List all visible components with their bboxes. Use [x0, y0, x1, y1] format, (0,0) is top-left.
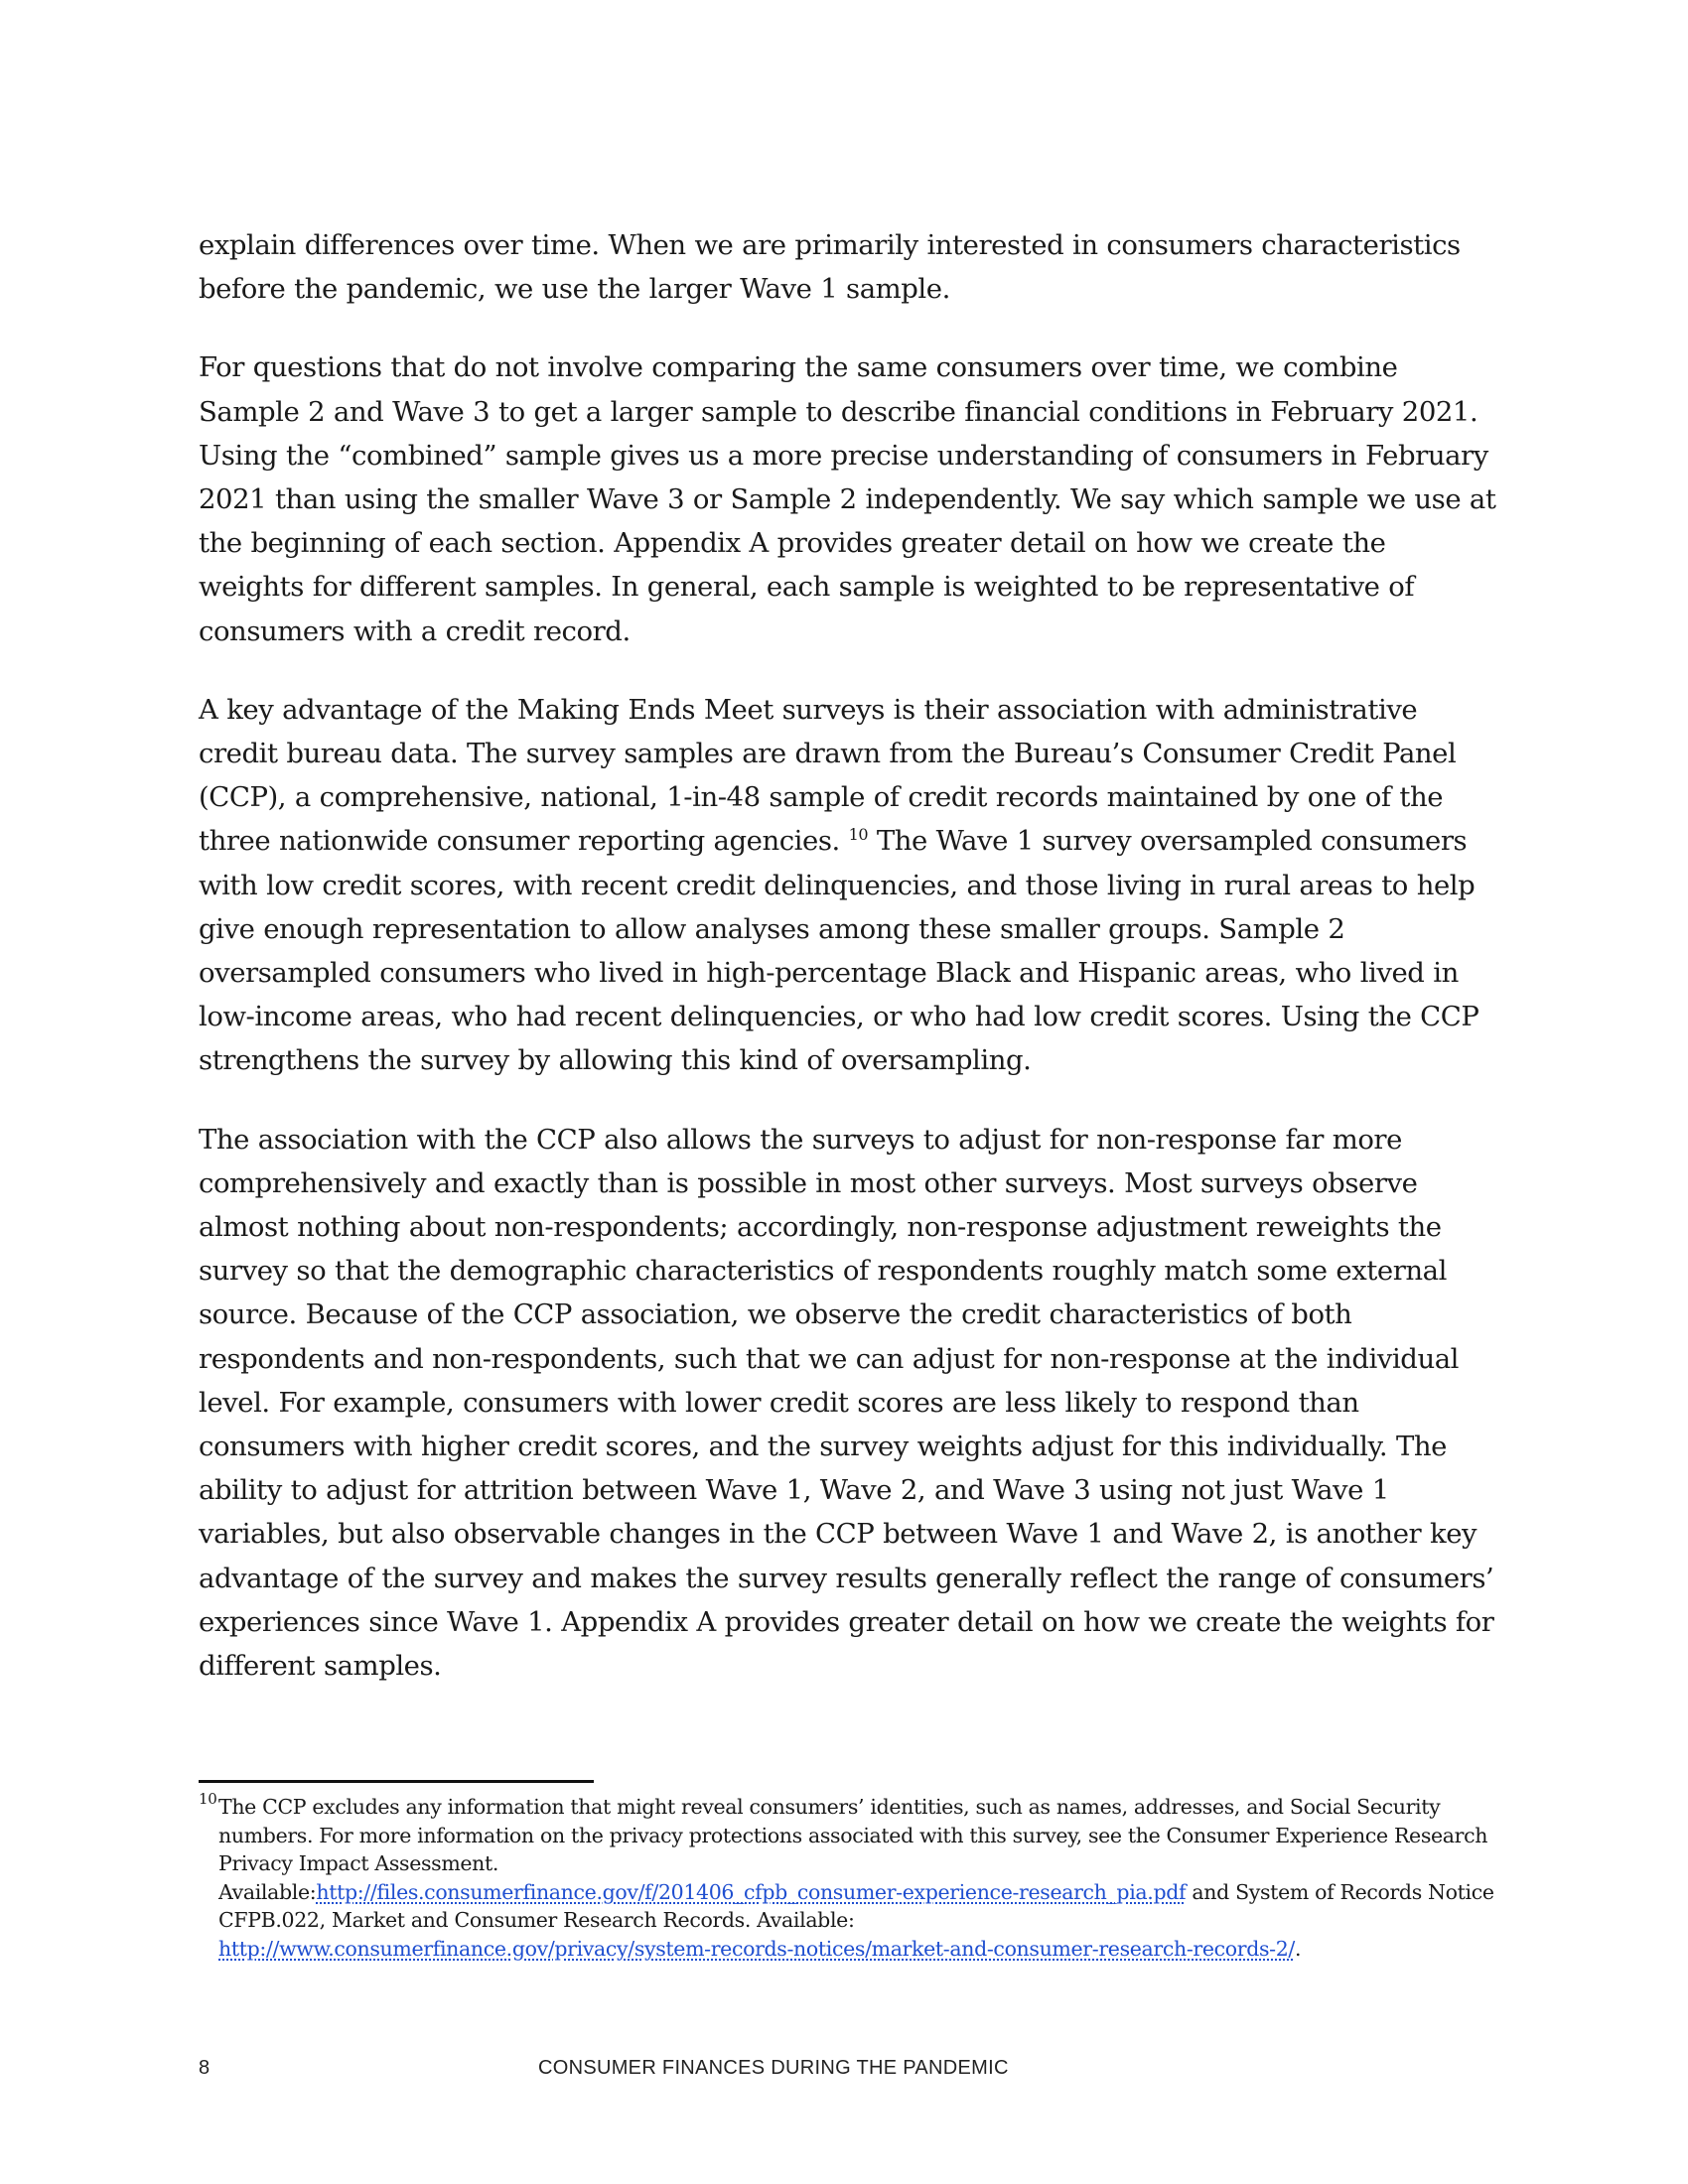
footer-title: CONSUMER FINANCES DURING THE PANDEMIC	[538, 2057, 1009, 2079]
paragraph-3	[199, 688, 1499, 1083]
footnote-body	[218, 1793, 1499, 1963]
paragraph-2: For questions that do not involve comparing the same consumers over time, we combine Sample 2 and Wave 3 to get a larger sample to describe financial conditions in February 2021. Using the “combined” sample gives us a more precise understanding of consumers in February 2021 than using the smaller Wave 3 or Sample 2 independently. We say which sample we use at the beginning of each section. Appendix A provides greater detail on how we create the weights for different samples. In general, each sample is weighted to be representative of consumers with a credit record.	[199, 351, 1496, 647]
paragraph-1: explain differences over time. When we are primarily interested in consumers characteristics before the pandemic, we use the larger Wave 1 sample.	[199, 229, 1461, 306]
footnote-available-1: Available:	[218, 1879, 317, 1904]
footnote-number: 10	[199, 1790, 217, 1808]
footnote-divider	[199, 1780, 594, 1783]
pia-link[interactable]: http://files.consumerfinance.gov/f/201406_cfpb_consumer-experience-research_pia.pdf	[316, 1879, 1187, 1904]
page-number: 8	[199, 2057, 211, 2079]
paragraph-3-text-b: The Wave 1 survey oversampled consumers with low credit scores, with recent credit delinquencies, and those living in rural areas to help give enough representation to allow analyses among these smaller groups. Sample 2 oversampled consumers who lived in high-percentage Black and Hispanic areas, who lived in low-income areas, who had recent delinquencies, or who had low credit scores. Using the CCP strengthens the survey by allowing this kind of oversampling.	[199, 825, 1479, 1077]
body-text	[199, 223, 1499, 1722]
footnote-end: .	[1294, 1936, 1302, 1961]
paragraph-3-text-a: A key advantage of the Making Ends Meet surveys is their association with administrative credit bureau data. The survey samples are drawn from the Bureau’s Consumer Credit Panel (CCP), a comprehensive, national, 1-in-48 sample of credit records maintained by one of the three nationwide consumer reporting agencies.	[199, 693, 1457, 858]
footnote	[199, 1790, 1499, 1963]
footnote-text-1: The CCP excludes any information that might reveal consumers’ identities, such as names, addresses, and Social Security numbers. For more information on the privacy protections associated with this survey, see the Consumer Experience Research Privacy Impact Assessment.	[218, 1795, 1488, 1875]
footnote-text-2: and System of Records Notice CFPB.022, Market and Consumer Research Records. Available:	[218, 1879, 1494, 1932]
footnote-reference[interactable]: 10	[848, 825, 869, 845]
sorn-link[interactable]: http://www.consumerfinance.gov/privacy/system-records-notices/market-and-consumer-research-records-2/	[218, 1936, 1295, 1961]
paragraph-4: The association with the CCP also allows the surveys to adjust for non-response far more comprehensively and exactly than is possible in most other surveys. Most surveys observe almost nothing about non-respondents; accordingly, non-response adjustment reweights the survey so that the demographic characteristics of respondents roughly match some external source. Because of the CCP association, we observe the credit characteristics of both respondents and non-respondents, such that we can adjust for non-response at the individual level. For example, consumers with lower credit scores are less likely to respond than consumers with higher credit scores, and the survey weights adjust for this individually. The ability to adjust for attrition between Wave 1, Wave 2, and Wave 3 using not just Wave 1 variables, but also observable changes in the CCP between Wave 1 and Wave 2, is another key advantage of the survey and makes the survey results generally reflect the range of consumers’ experiences since Wave 1. Appendix A provides greater detail on how we create the weights for different samples.	[199, 1123, 1494, 1683]
